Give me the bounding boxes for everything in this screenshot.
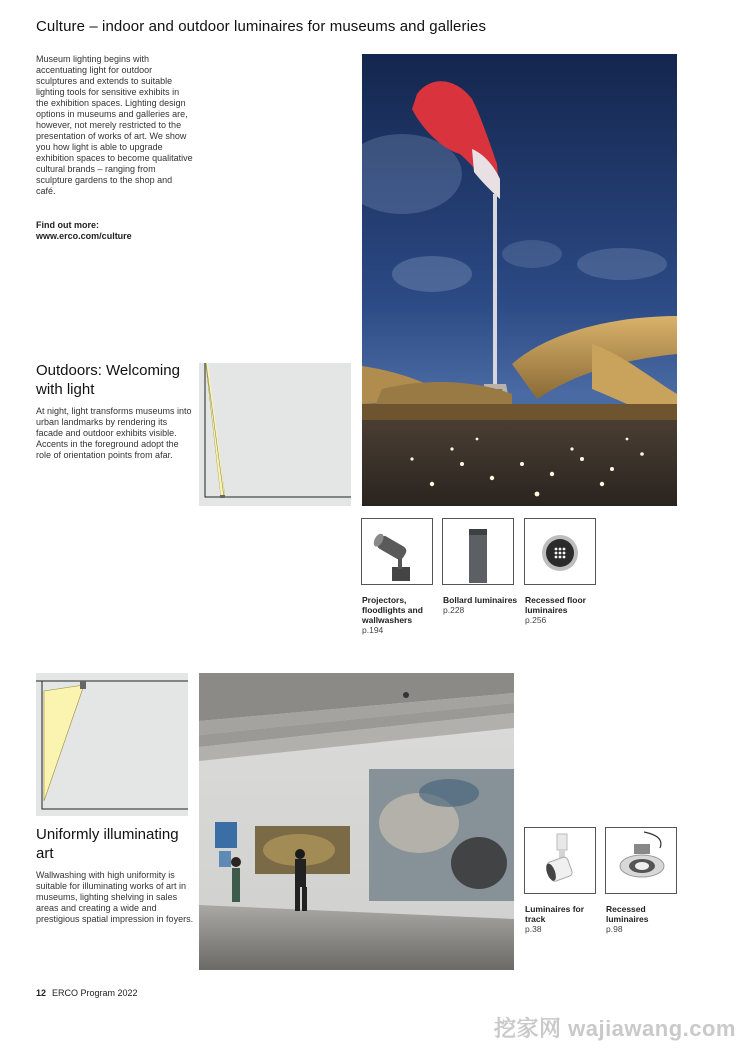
find-out-more-label: Find out more: xyxy=(36,220,99,230)
page-number: 12 xyxy=(36,988,47,998)
recessed-downlight-icon xyxy=(606,828,676,893)
product-page: p.256 xyxy=(525,615,547,625)
product-thumb-recessed-floor[interactable] xyxy=(524,518,596,585)
outdoor-lighting-diagram xyxy=(199,363,351,506)
intro-paragraph: Museum lighting begins with accentuating light for outdoor sculptures and extends to suitable lighting tools for sensitive exhibits in the exhibition spaces. Lighting design options in museums and galleries are, however, not merely restricted to the presentation of works of art. We show you how light is able to upgrade exhibition spaces to become qualitative cultural brands – ranging from sculpture gardens to the shop and café. xyxy=(36,54,193,196)
recessed-floor-icon xyxy=(525,519,595,584)
publication-name: ERCO Program 2022 xyxy=(52,988,138,998)
gallery-illustration xyxy=(199,673,514,970)
outdoors-heading: Outdoors: Welcoming with light xyxy=(36,362,180,398)
product-page: p.194 xyxy=(362,625,384,635)
museum-flag-illustration xyxy=(362,54,677,506)
product-page: p.228 xyxy=(443,605,465,615)
wallwash-diagram-svg xyxy=(36,673,188,816)
product-caption-bollard xyxy=(443,595,521,615)
product-caption-track xyxy=(525,904,603,934)
page-footer xyxy=(36,988,138,998)
product-thumb-recessed[interactable] xyxy=(605,827,677,894)
product-caption-recessed xyxy=(606,904,684,934)
product-label: Recessed luminaires xyxy=(606,904,649,924)
bollard-icon xyxy=(443,519,513,584)
product-label: Projectors, floodlights and wallwashers xyxy=(362,595,423,625)
museum-flag-photo xyxy=(362,54,677,506)
product-caption-recessed-floor xyxy=(525,595,603,625)
outdoors-paragraph: At night, light transforms museums into urban landmarks by rendering its facade and outdoor exhibits visible. Accents in the foreground adopt the role of orientation points from afar. xyxy=(36,406,192,460)
product-label: Bollard luminaires xyxy=(443,595,518,605)
product-page: p.98 xyxy=(606,924,623,934)
wallwash-diagram xyxy=(36,673,188,816)
product-caption-projectors xyxy=(362,595,440,635)
uplight-diagram-svg xyxy=(199,363,351,506)
projector-icon xyxy=(362,519,432,584)
product-thumb-bollard[interactable] xyxy=(442,518,514,585)
uniform-heading: Uniformly illuminating art xyxy=(36,826,179,862)
uniform-paragraph: Wallwashing with high uniformity is suitable for illuminating works of art in museums, lighting shelving in sales areas and creating a wide and prestigious spatial impression in foyers. xyxy=(36,870,194,924)
find-out-more-link[interactable]: www.erco.com/culture xyxy=(36,231,132,241)
track-spotlight-icon xyxy=(525,828,595,893)
product-thumb-track[interactable] xyxy=(524,827,596,894)
page-title: Culture – indoor and outdoor luminaires for museums and galleries xyxy=(36,18,487,35)
gallery-photo xyxy=(199,673,514,970)
watermark: 挖家网 wajiawang.com xyxy=(494,1016,736,1041)
product-thumb-projectors[interactable] xyxy=(361,518,433,585)
product-page: p.38 xyxy=(525,924,542,934)
product-label: Recessed floor luminaires xyxy=(525,595,586,615)
product-label: Luminaires for track xyxy=(525,904,585,924)
